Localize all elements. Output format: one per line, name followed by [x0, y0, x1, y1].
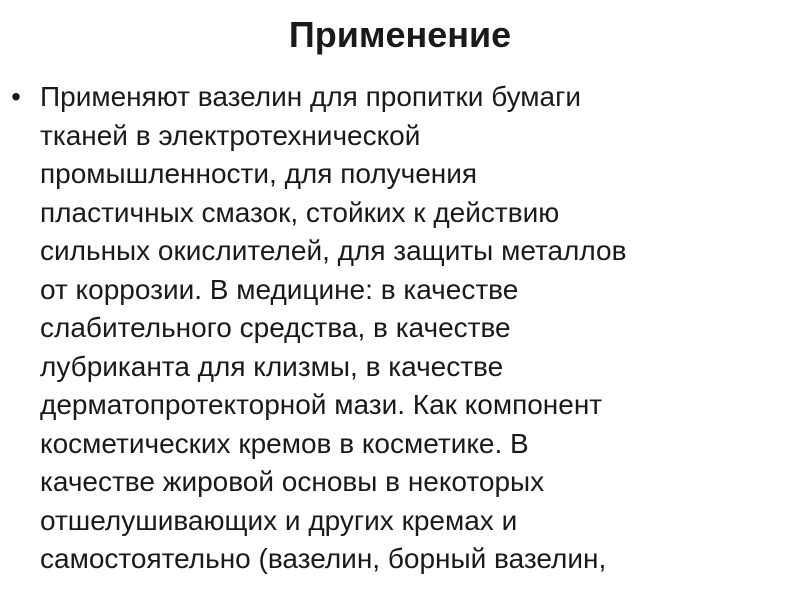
bullet-text-line: сильных окислителей, для защиты металлов: [40, 235, 627, 266]
bullet-text-line: Применяют вазелин для пропитки бумаги: [40, 81, 581, 112]
bullet-list: [6, 78, 626, 579]
bullet-text-line: промышленности, для получения: [40, 158, 478, 189]
bullet-text-line: самостоятельно (вазелин, борный вазелин,: [40, 543, 607, 574]
bullet-item: [6, 78, 626, 579]
bullet-text-line: качестве жировой основы в некоторых: [40, 466, 545, 497]
bullet-text-line: косметических кремов в косметике. В: [40, 427, 529, 459]
bullet-text-line: слабительного средства, в качестве: [40, 312, 511, 343]
slide-title: Применение: [288, 14, 512, 55]
bullet-text-line: отшелушивающих и других кремах и: [40, 504, 518, 536]
bullet-text-line: пластичных смазок, стойких к действию: [40, 196, 560, 228]
bullet-marker: •: [11, 81, 21, 112]
bullet-text-line: тканей в электротехнической: [40, 119, 421, 151]
bullet-text-line: дерматопротекторной мази. Как компонент: [40, 389, 603, 420]
bullet-text-line: от коррозии. В медицине: в качестве: [40, 273, 519, 305]
bullet-text-line: лубриканта для клизмы, в качестве: [40, 350, 504, 382]
